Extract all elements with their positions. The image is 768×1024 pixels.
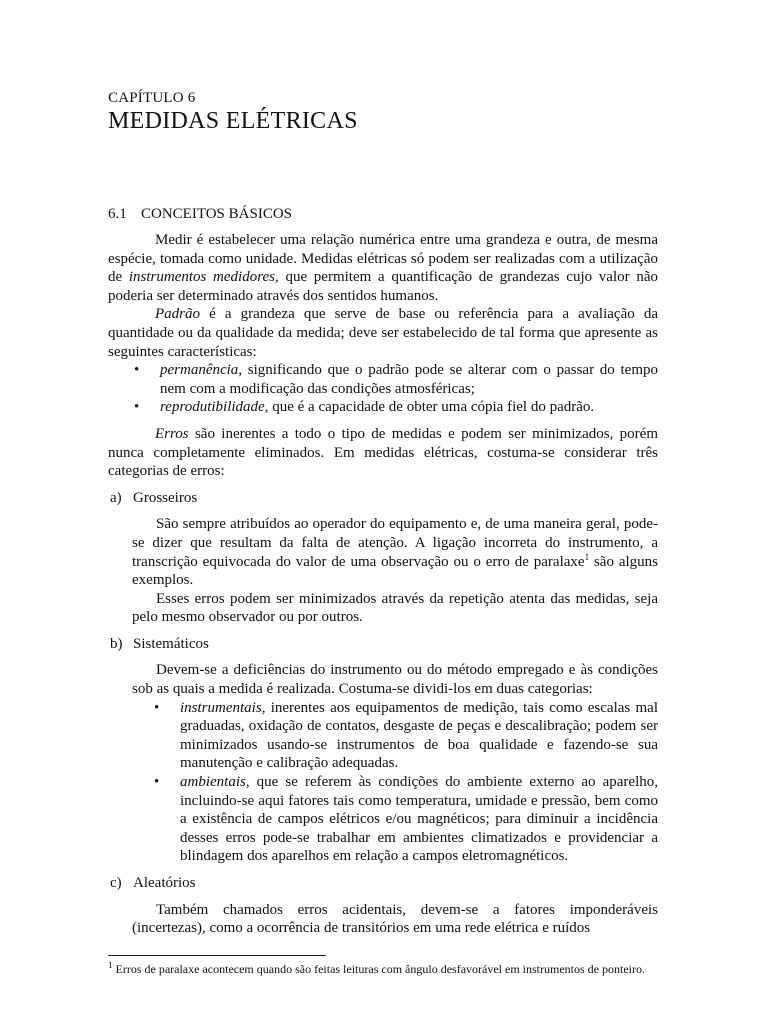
- section-number: 6.1: [108, 206, 127, 222]
- random-errors-block: [108, 901, 658, 938]
- footnote-marker: 1: [584, 551, 590, 562]
- footnote-divider: [108, 955, 326, 956]
- subheading-systematic-errors: b) Sistemáticos: [110, 635, 209, 652]
- systematic-errors-block: [108, 661, 658, 866]
- paragraph: Esses erros podem ser minimizados através da repetição atenta das medidas, seja pelo mesmo observador ou por outros.: [132, 590, 658, 626]
- bullet-icon: •: [154, 699, 160, 716]
- chapter-label: CAPÍTULO 6: [108, 90, 196, 106]
- paragraph: Devem-se a deficiências do instrumento ou do método empregado e às condições sob as quais a medida é realizada. Costuma-se dividi-los em duas categorias:: [132, 662, 658, 698]
- footnote-number: 1: [108, 960, 113, 970]
- paragraph: São sempre atribuídos ao operador do equipamento e, de uma maneira geral, pode-se dizer que resultam da falta de atenção. A ligação incorreta do instrumento, a transcrição equivocada do valor de uma observação ou o erro de paralaxe$^1$ são alguns exemplos.: [132, 516, 658, 589]
- section-heading: [108, 206, 292, 223]
- list-item: • permanência, significando que o padrão pode se alterar com o passar do tempo nem com a modificação das condições atmosféricas;: [134, 362, 658, 397]
- footnote: $^1$ Erros de paralaxe acontecem quando são feitas leituras com ângulo desfavorável em instrumentos de ponteiro.: [108, 960, 645, 976]
- standard-characteristics-list: [108, 361, 658, 417]
- list-item: • instrumentais, inerentes aos equipamentos de medição, tais como escalas mal graduadas, oxidação de contatos, desgaste de peças e descalibração; podem ser minimizados usando-se instrumentos de boa qualidade e fazendo-se sua manutenção e calibração adequadas.: [154, 699, 658, 772]
- section-title: CONCEITOS BÁSICOS: [141, 206, 293, 222]
- bullet-icon: •: [134, 399, 140, 416]
- systematic-categories-list: [132, 699, 658, 866]
- emphasis: Erros: [155, 425, 189, 442]
- bullet-icon: •: [154, 774, 160, 791]
- subheading-random-errors: c) Aleatórios: [110, 875, 196, 891]
- gross-errors-block: [108, 515, 658, 627]
- subheading-gross-errors: a) Grosseiros: [110, 489, 198, 506]
- paragraph-measure: Medir é estabelecer uma relação numérica entre uma grandeza e outra, de mesma espécie, tomada como unidade. Medidas elétricas só podem ser realizadas com a utilização de instrumentos medidores, que permitem a quantificação de grandezas cujo valor não poderia ser determinado através dos sentidos humanos.: [108, 232, 658, 304]
- chapter-title: MEDIDAS ELÉTRICAS: [108, 108, 358, 134]
- emphasis: Padrão: [155, 306, 200, 323]
- emphasis: instrumentos medidores: [128, 269, 275, 286]
- bullet-icon: •: [134, 362, 140, 379]
- paragraph: Também chamados erros acidentais, devem-se a fatores imponderáveis (incertezas), como a ocorrência de transitórios em uma rede elétrica e ruídos: [132, 901, 658, 937]
- list-item: • ambientais, que se referem às condições do ambiente externo ao aparelho, incluindo-se aqui fatores tais como temperatura, umidade e pressão, bem como a existência de campos elétricos e/ou magnéticos; para diminuir a incidência desses erros pode-se trabalhar em ambientes climatizados e providenciar a blindagem dos aparelhos em relação a campos eletromagnéticos.: [154, 774, 658, 865]
- paragraph-errors: Erros são inerentes a todo o tipo de medidas e podem ser minimizados, porém nunca completamente eliminados. Em medidas elétricas, costuma-se considerar três categorias de erros:: [108, 425, 658, 480]
- list-item: • reprodutibilidade, que é a capacidade de obter uma cópia fiel do padrão.: [134, 399, 595, 416]
- paragraph-standard: Padrão é a grandeza que serve de base ou referência para a avaliação da quantidade ou da qualidade da medida; deve ser estabelecido de tal forma que apresente as seguintes características:: [108, 306, 658, 360]
- body-text: [108, 231, 658, 938]
